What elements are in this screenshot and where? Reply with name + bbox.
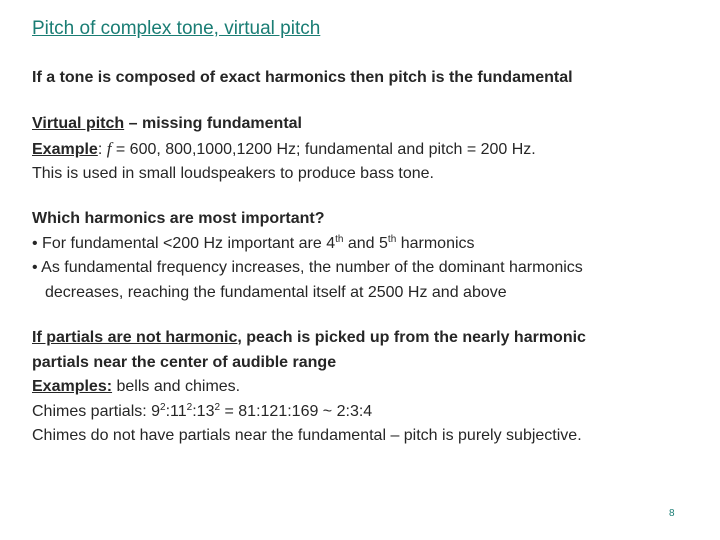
virtual-pitch-term: Virtual pitch — [32, 115, 125, 132]
page-number: 8 — [669, 508, 675, 519]
example-colon: : — [97, 140, 107, 158]
bullet1-text-c: harmonics — [396, 234, 475, 252]
bullet-increasing-fundamental: • As fundamental frequency increases, the number of the dominant harmonics — [32, 259, 583, 276]
chimes-sup-b: 2 — [186, 401, 193, 413]
chimes-ratio-line — [32, 400, 586, 425]
virtual-pitch-heading — [32, 112, 536, 137]
slide-title: Pitch of complex tone, virtual pitch — [32, 18, 321, 39]
partials-heading-line2: partials near the center of audible range — [32, 353, 337, 371]
harmonics-question: Which harmonics are most important? — [32, 210, 325, 227]
chimes-sup-a: 2 — [160, 401, 166, 413]
partials-section — [32, 326, 586, 449]
bullet1-text-b: and 5 — [343, 234, 388, 252]
chimes-note: Chimes do not have partials near the fundamental – pitch is purely subjective. — [32, 427, 582, 444]
chimes-text-a: Chimes partials: 9 — [32, 402, 161, 420]
examples-line — [32, 375, 586, 400]
bullet1-text-a: • For fundamental <200 Hz important are 4 — [32, 234, 336, 252]
partials-heading-rest: , peach is picked up from the nearly harmonic — [237, 329, 586, 346]
partials-heading — [32, 326, 586, 351]
intro-statement: If a tone is composed of exact harmonics then pitch is the fundamental — [32, 69, 573, 86]
chimes-sup-c: 2 — [214, 401, 221, 413]
bullet1-sup-b: th — [387, 233, 397, 245]
bullet1-sup-a: th — [335, 233, 344, 245]
partials-term: If partials are not harmonic — [32, 329, 238, 346]
examples-label: Examples: — [32, 378, 113, 395]
chimes-text-d: = 81:121:169 ~ 2:3:4 — [220, 402, 373, 420]
bullet-increasing-fundamental-cont: decreases, reaching the fundamental itself at 2500 Hz and above — [45, 283, 507, 301]
harmonics-section — [32, 207, 583, 305]
virtual-pitch-subtitle: – missing fundamental — [124, 115, 302, 132]
frequency-symbol: f — [106, 138, 112, 158]
examples-text: bells and chimes. — [112, 378, 241, 395]
chimes-text-c: :13 — [192, 402, 215, 420]
virtual-pitch-section — [32, 112, 536, 187]
loudspeaker-note: This is used in small loudspeakers to produce bass tone. — [32, 165, 434, 182]
bullet-low-fundamental — [32, 232, 583, 257]
chimes-text-b: :11 — [165, 402, 187, 420]
example-label: Example — [32, 140, 98, 158]
example-text: = 600, 800,1000,1200 Hz; fundamental and pitch = 200 Hz. — [111, 140, 536, 158]
example-line — [32, 137, 536, 163]
